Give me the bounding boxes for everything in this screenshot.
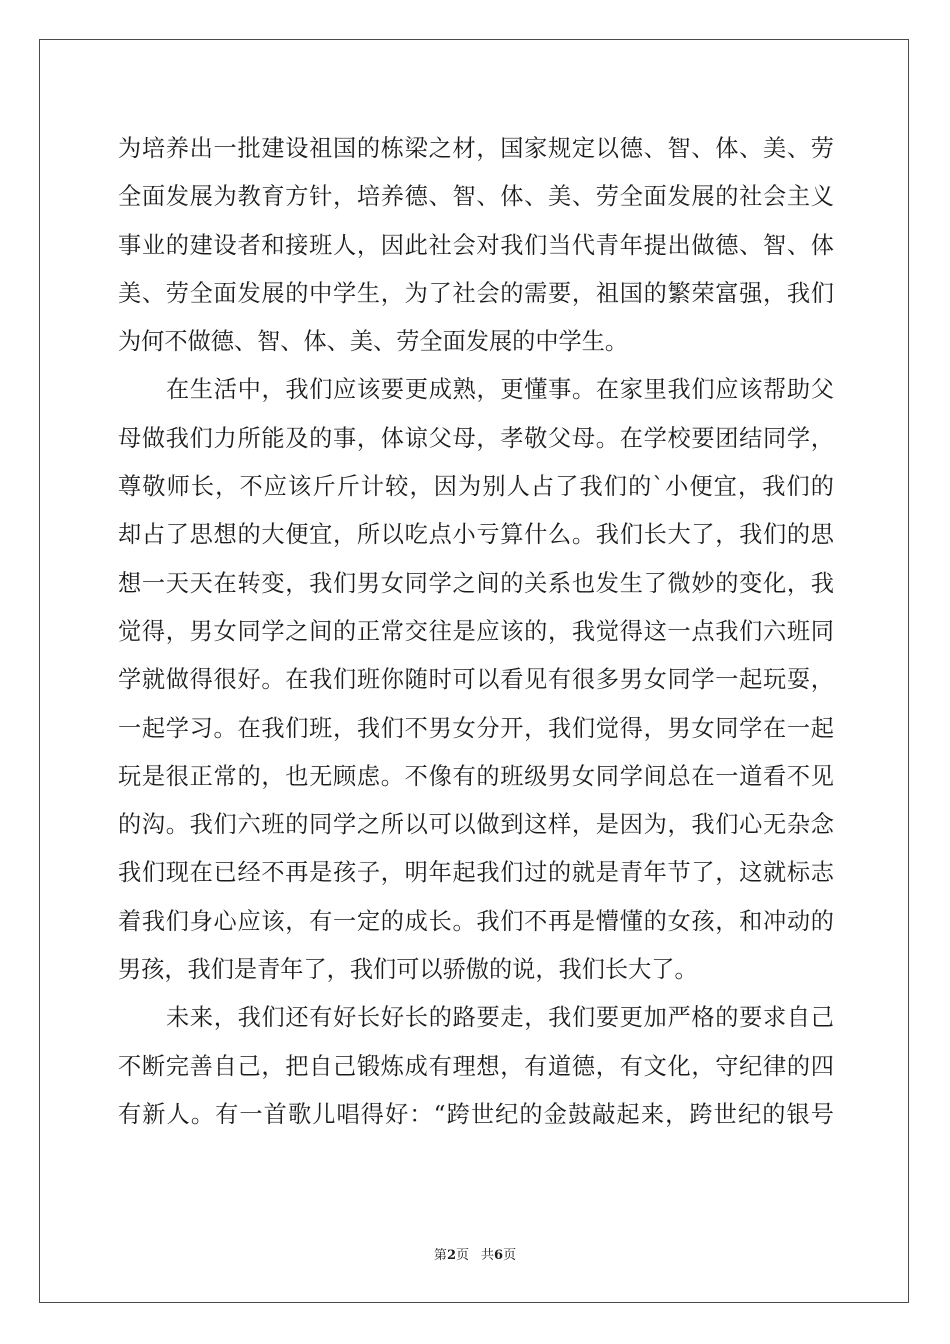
text-line: 着我们身心应该，有一定的成长。我们不再是懵懂的女孩，和冲动的	[118, 907, 834, 935]
page-footer	[0, 1247, 950, 1265]
text-line: 我们现在已经不再是孩子，明年起我们过的就是青年节了，这就标志	[118, 859, 834, 887]
total-pages-number: 6	[494, 1248, 504, 1263]
document-body	[118, 125, 834, 1139]
footer-page-suffix: 页	[455, 1248, 469, 1263]
text-line: 想一天天在转变，我们男女同学之间的关系也发生了微妙的变化，我	[118, 569, 834, 597]
text-line: 有新人。有一首歌儿唱得好：“跨世纪的金鼓敲起来，跨世纪的银号	[118, 1100, 834, 1128]
current-page-number: 2	[446, 1248, 456, 1263]
text-line: 美、劳全面发展的中学生，为了社会的需要，祖国的繁荣富强，我们	[118, 279, 834, 307]
text-line: 男孩，我们是青年了，我们可以骄傲的说，我们长大了。	[118, 956, 698, 984]
footer-prefix: 第	[433, 1248, 447, 1263]
text-line: 的沟。我们六班的同学之所以可以做到这样，是因为，我们心无杂念	[118, 811, 834, 839]
text-line: 一起学习。在我们班，我们不男女分开，我们觉得，男女同学在一起	[118, 714, 834, 742]
text-line: 为培养出一批建设祖国的栋梁之材，国家规定以德、智、体、美、劳	[118, 135, 834, 162]
footer-total-prefix: 共	[481, 1248, 495, 1263]
text-line: 觉得，男女同学之间的正常交往是应该的，我觉得这一点我们六班同	[118, 617, 834, 645]
text-line: 为何不做德、智、体、美、劳全面发展的中学生。	[118, 328, 629, 356]
text-line: 玩是很正常的，也无顾虑。不像有的班级男女同学间总在一道看不见	[118, 762, 834, 790]
text-line: 却占了思想的大便宜，所以吃点小亏算什么。我们长大了，我们的思	[118, 521, 834, 549]
text-line: 尊敬师长，不应该斤斤计较，因为别人占了我们的`小便宜，我们的	[118, 473, 834, 501]
text-line: 未来，我们还有好长好长的路要走，我们要更加严格的要求自己	[166, 1004, 834, 1032]
text-line: 在生活中，我们应该要更成熟，更懂事。在家里我们应该帮助父	[166, 376, 834, 404]
text-line: 全面发展为教育方针，培养德、智、体、美、劳全面发展的社会主义	[118, 183, 834, 211]
text-line: 不断完善自己，把自己锻炼成有理想，有道德，有文化，守纪律的四	[118, 1052, 834, 1080]
text-line: 学就做得很好。在我们班你随时可以看见有很多男女同学一起玩耍，	[118, 666, 834, 694]
text-line: 事业的建设者和接班人，因此社会对我们当代青年提出做德、智、体	[118, 231, 834, 259]
text-line: 母做我们力所能及的事，体谅父母，孝敬父母。在学校要团结同学，	[118, 424, 834, 452]
footer-total-suffix: 页	[503, 1248, 517, 1263]
